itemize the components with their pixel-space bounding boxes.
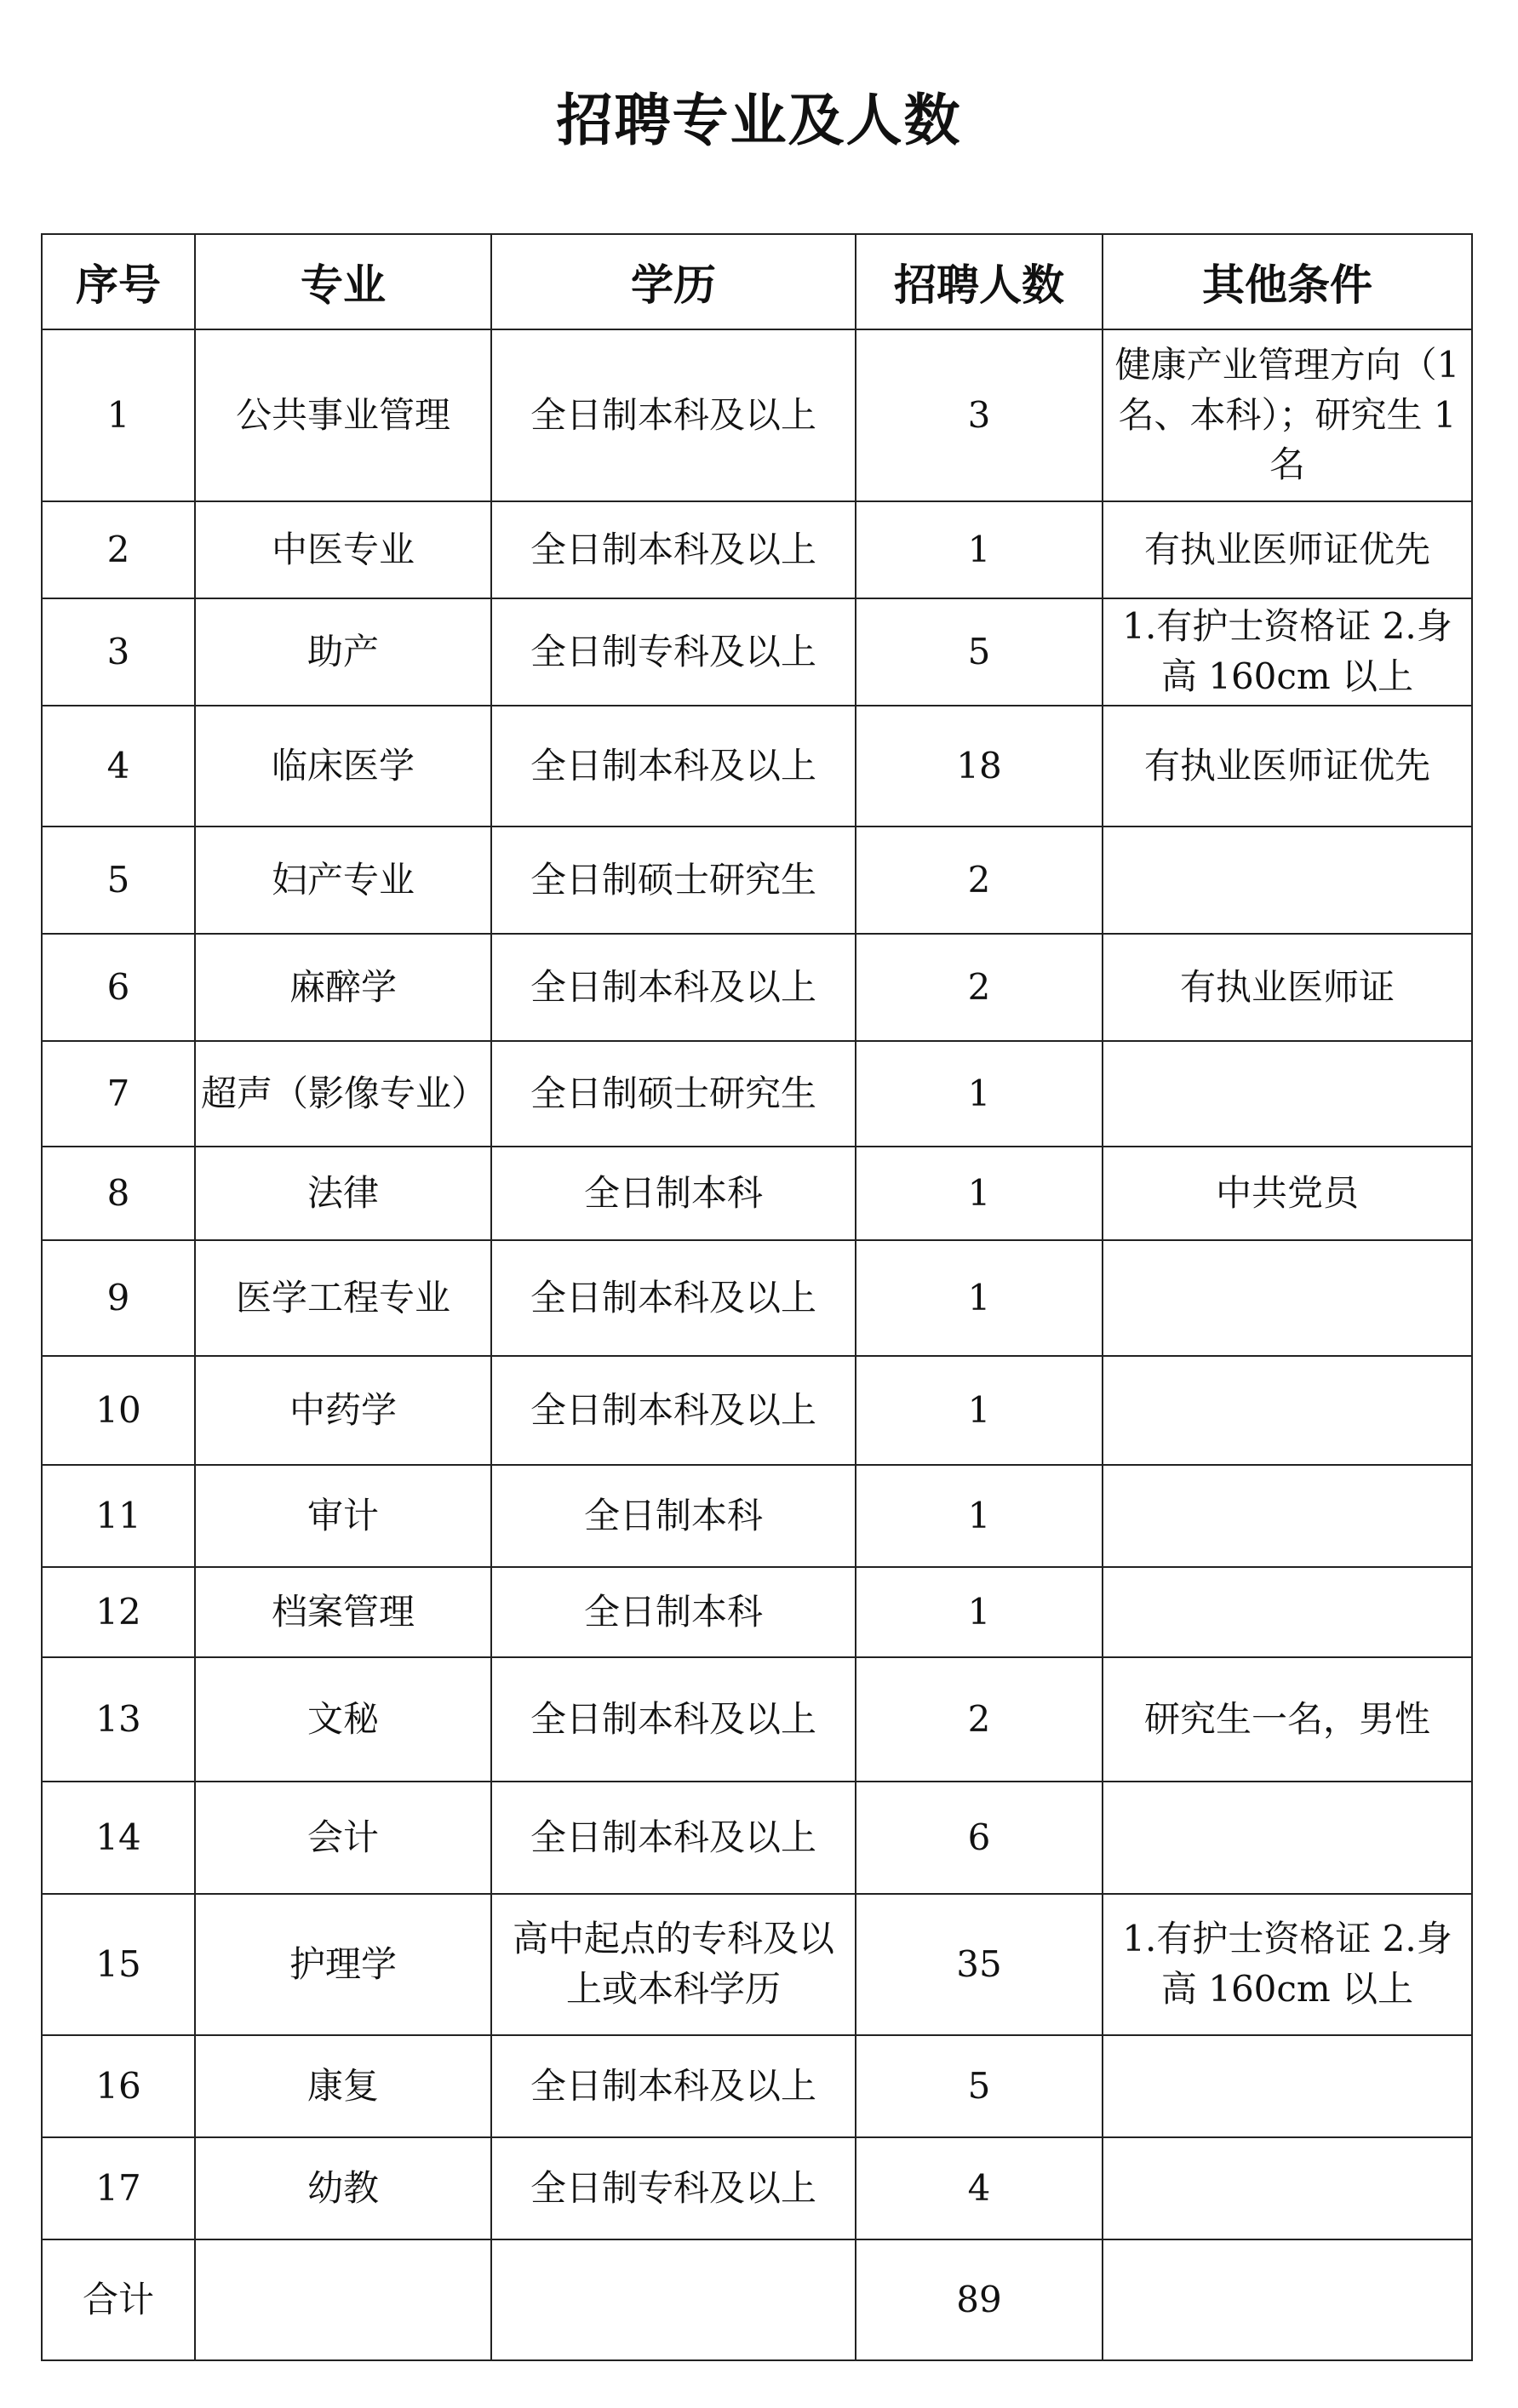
cell-no: 1 — [42, 329, 195, 501]
cell-count: 1 — [856, 1147, 1103, 1240]
cell-no: 9 — [42, 1240, 195, 1356]
cell-other — [1103, 1240, 1472, 1356]
table-row — [42, 1567, 1472, 1657]
header-education: 学历 — [491, 234, 856, 329]
cell-other — [1103, 2035, 1472, 2137]
cell-count: 89 — [856, 2239, 1103, 2360]
table-row — [42, 501, 1472, 598]
cell-other — [1103, 2239, 1472, 2360]
cell-major — [195, 2239, 491, 2360]
cell-no: 13 — [42, 1657, 195, 1782]
cell-other: 研究生一名，男性 — [1103, 1657, 1472, 1782]
cell-no: 5 — [42, 826, 195, 934]
cell-count: 1 — [856, 1240, 1103, 1356]
cell-education: 全日制本科 — [491, 1567, 856, 1657]
cell-education: 全日制专科及以上 — [491, 598, 856, 706]
cell-education: 全日制本科及以上 — [491, 1657, 856, 1782]
total-row — [42, 2239, 1472, 2360]
header-other: 其他条件 — [1103, 234, 1472, 329]
cell-education: 全日制本科及以上 — [491, 1782, 856, 1894]
table-row — [42, 826, 1472, 934]
cell-major: 医学工程专业 — [195, 1240, 491, 1356]
table-header-row — [42, 234, 1472, 329]
cell-no: 2 — [42, 501, 195, 598]
cell-education: 全日制本科及以上 — [491, 1240, 856, 1356]
cell-major: 法律 — [195, 1147, 491, 1240]
cell-education: 全日制本科及以上 — [491, 1356, 856, 1465]
cell-count: 2 — [856, 826, 1103, 934]
cell-education: 全日制本科及以上 — [491, 2035, 856, 2137]
cell-major: 超声（影像专业） — [195, 1041, 491, 1147]
cell-no: 10 — [42, 1356, 195, 1465]
cell-other — [1103, 1567, 1472, 1657]
cell-education: 全日制专科及以上 — [491, 2137, 856, 2239]
cell-no: 16 — [42, 2035, 195, 2137]
cell-no: 合计 — [42, 2239, 195, 2360]
header-count: 招聘人数 — [856, 234, 1103, 329]
table-row — [42, 934, 1472, 1041]
cell-count: 2 — [856, 934, 1103, 1041]
cell-count: 5 — [856, 2035, 1103, 2137]
cell-education: 全日制本科及以上 — [491, 706, 856, 826]
cell-major: 妇产专业 — [195, 826, 491, 934]
table-row — [42, 1657, 1472, 1782]
cell-count: 3 — [856, 329, 1103, 501]
cell-major: 助产 — [195, 598, 491, 706]
cell-other: 中共党员 — [1103, 1147, 1472, 1240]
cell-count: 1 — [856, 1041, 1103, 1147]
cell-education: 全日制本科 — [491, 1147, 856, 1240]
table-row — [42, 706, 1472, 826]
table-row — [42, 1894, 1472, 2035]
cell-count: 5 — [856, 598, 1103, 706]
cell-other — [1103, 826, 1472, 934]
table-row — [42, 1147, 1472, 1240]
cell-count: 6 — [856, 1782, 1103, 1894]
cell-other: 健康产业管理方向（1 名、本科）；研究生 1 名 — [1103, 329, 1472, 501]
cell-major: 麻醉学 — [195, 934, 491, 1041]
table-row — [42, 1465, 1472, 1567]
cell-count: 2 — [856, 1657, 1103, 1782]
table-row — [42, 1041, 1472, 1147]
cell-education: 全日制硕士研究生 — [491, 826, 856, 934]
cell-no: 15 — [42, 1894, 195, 2035]
cell-count: 4 — [856, 2137, 1103, 2239]
cell-no: 14 — [42, 1782, 195, 1894]
cell-education: 全日制本科及以上 — [491, 329, 856, 501]
cell-no: 8 — [42, 1147, 195, 1240]
cell-education: 全日制本科及以上 — [491, 501, 856, 598]
cell-other — [1103, 1782, 1472, 1894]
cell-major: 文秘 — [195, 1657, 491, 1782]
header-no: 序号 — [42, 234, 195, 329]
cell-major: 公共事业管理 — [195, 329, 491, 501]
cell-education: 全日制硕士研究生 — [491, 1041, 856, 1147]
cell-major: 临床医学 — [195, 706, 491, 826]
cell-major: 中药学 — [195, 1356, 491, 1465]
cell-count: 35 — [856, 1894, 1103, 2035]
table-row — [42, 329, 1472, 501]
table-row — [42, 1356, 1472, 1465]
cell-education — [491, 2239, 856, 2360]
cell-no: 12 — [42, 1567, 195, 1657]
cell-no: 17 — [42, 2137, 195, 2239]
cell-no: 3 — [42, 598, 195, 706]
table-row — [42, 2137, 1472, 2239]
header-major: 专业 — [195, 234, 491, 329]
cell-education: 全日制本科 — [491, 1465, 856, 1567]
cell-other — [1103, 1041, 1472, 1147]
cell-major: 审计 — [195, 1465, 491, 1567]
cell-no: 11 — [42, 1465, 195, 1567]
cell-other — [1103, 2137, 1472, 2239]
table-row — [42, 1782, 1472, 1894]
cell-major: 会计 — [195, 1782, 491, 1894]
cell-count: 18 — [856, 706, 1103, 826]
cell-other: 有执业医师证优先 — [1103, 706, 1472, 826]
cell-other — [1103, 1465, 1472, 1567]
cell-education: 全日制本科及以上 — [491, 934, 856, 1041]
cell-major: 档案管理 — [195, 1567, 491, 1657]
table-row — [42, 2035, 1472, 2137]
cell-count: 1 — [856, 501, 1103, 598]
cell-education: 高中起点的专科及以上或本科学历 — [491, 1894, 856, 2035]
cell-count: 1 — [856, 1465, 1103, 1567]
cell-no: 6 — [42, 934, 195, 1041]
page-title: 招聘专业及人数 — [556, 88, 962, 153]
cell-no: 7 — [42, 1041, 195, 1147]
cell-count: 1 — [856, 1356, 1103, 1465]
cell-major: 康复 — [195, 2035, 491, 2137]
cell-major: 幼教 — [195, 2137, 491, 2239]
cell-major: 中医专业 — [195, 501, 491, 598]
recruitment-table — [41, 233, 1473, 2361]
cell-no: 4 — [42, 706, 195, 826]
cell-count: 1 — [856, 1567, 1103, 1657]
cell-other — [1103, 1356, 1472, 1465]
cell-other: 有执业医师证 — [1103, 934, 1472, 1041]
cell-other: 1.有护士资格证 2.身高 160cm 以上 — [1103, 1894, 1472, 2035]
table-row — [42, 598, 1472, 706]
cell-other: 有执业医师证优先 — [1103, 501, 1472, 598]
table-row — [42, 1240, 1472, 1356]
cell-major: 护理学 — [195, 1894, 491, 2035]
table-body — [42, 329, 1472, 2360]
cell-other: 1.有护士资格证 2.身高 160cm 以上 — [1103, 598, 1472, 706]
